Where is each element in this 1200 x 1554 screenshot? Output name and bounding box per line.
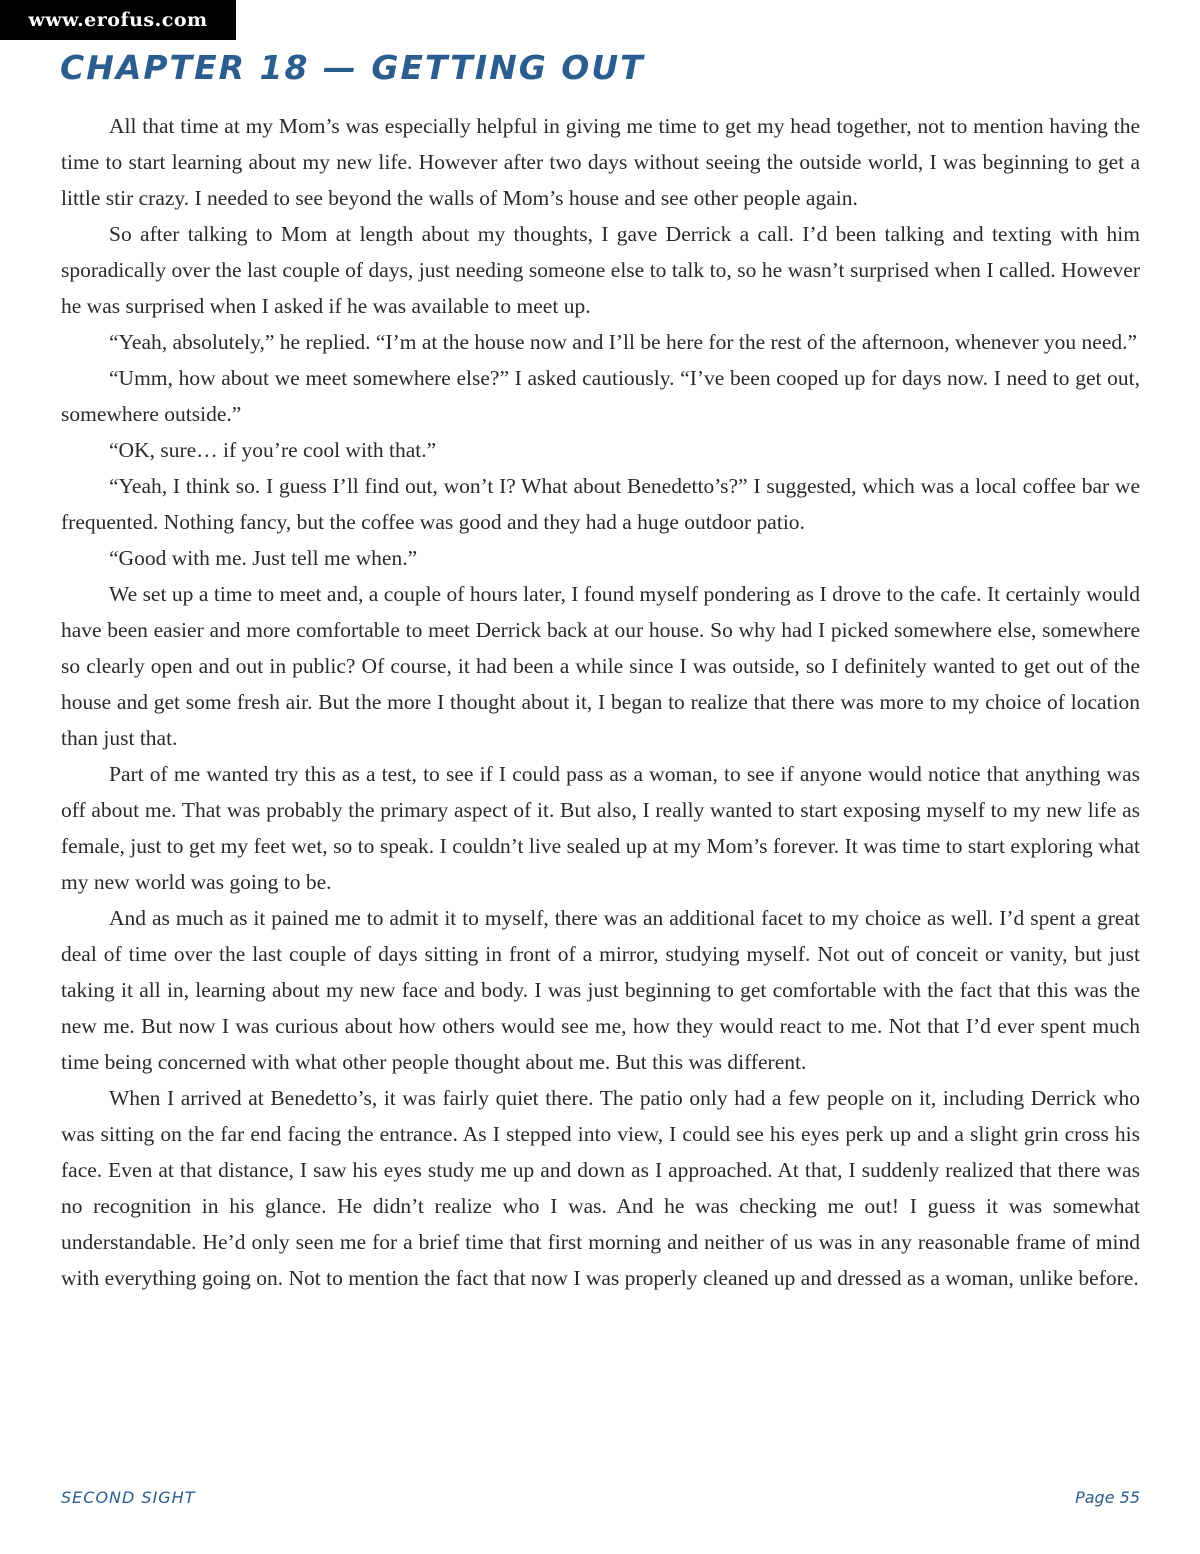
paragraph: “Umm, how about we meet somewhere else?” I asked cautiously. “I’ve been cooped up for days now. I need to get out, somewhere outside.” — [61, 366, 1140, 426]
paragraph: “Good with me. Just tell me when.” — [109, 546, 418, 570]
paragraph: We set up a time to meet and, a couple of hours later, I found myself pondering as I drove to the cafe. It certainly would have been easier and more comfortable to meet Derrick back at our house. So why had I picked somewhere else, somewhere so clearly open and out in public? Of course, it had been a while since I was outside, so I definitely wanted to get out of the house and get some fresh air. But the more I thought about it, I began to realize that there was more to my choice of location than just that. — [61, 582, 1140, 750]
body-text — [61, 108, 1140, 1296]
paragraph: All that time at my Mom’s was especially helpful in giving me time to get my head together, not to mention having the time to start learning about my new life. However after two days without seeing the outside world, I was beginning to get a little stir crazy. I needed to see beyond the walls of Mom’s house and see other people again. — [61, 114, 1140, 210]
paragraph: Part of me wanted try this as a test, to see if I could pass as a woman, to see if anyone would notice that anything was off about me. That was probably the primary aspect of it. But also, I really wanted to start exposing myself to my new life as female, just to get my feet wet, so to speak. I couldn’t live sealed up at my Mom’s forever. It was time to start exploring what my new world was going to be. — [61, 762, 1140, 894]
watermark: www.erofus.com — [0, 0, 236, 40]
paragraph: “Yeah, absolutely,” he replied. “I’m at the house now and I’ll be here for the rest of the afternoon, whenever you need.” — [109, 330, 1138, 354]
chapter-title: CHAPTER 18 — GETTING OUT — [60, 48, 645, 87]
paragraph: “Yeah, I think so. I guess I’ll find out, won’t I? What about Benedetto’s?” I suggested, which was a local coffee bar we frequented. Nothing fancy, but the coffee was good and they had a huge outdoor patio. — [61, 474, 1140, 534]
paragraph: So after talking to Mom at length about my thoughts, I gave Derrick a call. I’d been talking and texting with him sporadically over the last couple of days, just needing someone else to talk to, so he wasn’t surprised when I called. However he was surprised when I asked if he was available to meet up. — [61, 222, 1140, 318]
paragraph: And as much as it pained me to admit it to myself, there was an additional facet to my choice as well. I’d spent a great deal of time over the last couple of days sitting in front of a mirror, studying myself. Not out of conceit or vanity, but just taking it all in, learning about my new face and body. I was just beginning to get comfortable with the fact that this was the new me. But now I was curious about how others would see me, how they would react to me. Not that I’d ever spent much time being concerned with what other people thought about me. But this was different. — [61, 906, 1140, 1074]
footer-page-number: Page 55 — [1075, 1488, 1140, 1507]
footer-book-title: SECOND SIGHT — [61, 1488, 196, 1507]
paragraph: When I arrived at Benedetto’s, it was fairly quiet there. The patio only had a few people on it, including Derrick who was sitting on the far end facing the entrance. As I stepped into view, I could see his eyes perk up and a slight grin cross his face. Even at that distance, I saw his eyes study me up and down as I approached. At that, I suddenly realized that there was no recognition in his glance. He didn’t realize who I was. And he was checking me out! I guess it was somewhat understandable. He’d only seen me for a brief time that first morning and neither of us was in any reasonable frame of mind with everything going on. Not to mention the fact that now I was properly cleaned up and dressed as a woman, unlike before. — [61, 1086, 1140, 1290]
paragraph: “OK, sure… if you’re cool with that.” — [109, 438, 437, 462]
